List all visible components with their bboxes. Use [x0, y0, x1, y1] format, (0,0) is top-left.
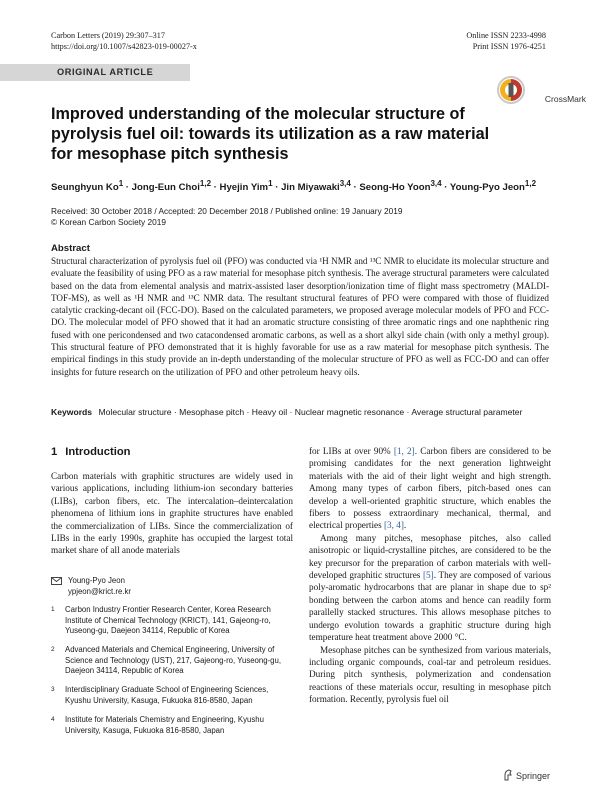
paragraph-text: . They are composed of various poly-aromatic hydrocarbons that are planar in shape due to sp² bonding between the carbon atoms and hence can readily form parallelly stacked structures. This allows mesophase pitches to undergo evolution towards a graphitic structure during high temperature heat treatment above 2000 °C. — [309, 570, 551, 643]
article-type-badge: ORIGINAL ARTICLE — [0, 64, 190, 81]
affiliation-item — [51, 605, 293, 637]
affiliation-text: Carbon Industry Frontier Research Center, Korea Research Institute of Chemical Technology (KRICT), 141, Gajeong-ro, Yuseong-gu, Daejeon 34114, Republic of Korea — [65, 605, 271, 635]
author-affiliation-mark: 1 — [118, 179, 124, 188]
correspondence-block — [51, 576, 293, 597]
intro-paragraph — [309, 445, 551, 532]
publication-dates — [51, 206, 402, 228]
author-affiliation-mark: 1 — [268, 179, 273, 188]
corresponding-author: Young-Pyo Jeon — [68, 576, 125, 585]
intro-paragraph: Carbon materials with graphitic structures are widely used in various applications, including lithium-ion secondary batteries (LIBs), carbon fibers, etc. The intercalation–deintercalation phenomena of lithium ions in graphite structures have enabled the commercialization of LIBs. Since the commercialization of LIBs in the early 1990s, graphite has occupied the largest total market share of all anode materials — [51, 471, 293, 556]
affiliation-text: Advanced Materials and Chemical Engineering, University of Science and Technology (UST), 217, Gajeong-ro, Yuseong-gu, Daejeon 34114, Republic of Korea — [65, 645, 281, 675]
keywords — [51, 407, 551, 418]
crossmark-label: CrossMark — [544, 94, 586, 104]
publisher-name: Springer — [515, 771, 550, 781]
author-name[interactable]: Jong-Eun Choi — [131, 182, 200, 194]
paragraph-text: . Carbon fibers are considered to be promising candidates for the next generation lightweight materials with the aid of their light weight and high strength. Among many types of carbon fibers, pitch-based ones can develop a well-oriented graphitic structure, which enables the fibers to possess extraordinary mechanical, thermal, and electrical properties — [309, 446, 551, 531]
envelope-icon — [51, 577, 62, 585]
running-header-left — [51, 30, 197, 52]
affiliation-number: 2 — [51, 646, 55, 653]
abstract-text: Structural characterization of pyrolysis fuel oil (PFO) was conducted via ¹H NMR and ¹³C NMR to elucidate its molecular structure and evaluate the feasibility of using PFO as a raw material for mesophase pitch synthesis. The average structural parameters were calculated based on the data from elemental analysis and matrix-assisted laser desorption/ionization time of flight mass spectrometry (MALDI-TOF-MS), as well as ¹H NMR and ¹³C NMR data. The resultant structural features of PFO were compared with those of fluidized catalytic cracking-decant oil (FCC-DO). Based on the calculated parameters, we proposed average molecular models of PFO and FCC-DO. The molecular model of PFO showed that it had an aromatic structure consisting of three aromatic rings and one naphthenic ring fused with one pericondensed and two catacondensed aromatic carbons, as well as a short alkyl side chain (with only a methyl group). This structural feature of PFO demonstrated that it is highly favorable for use as a raw material for mesophase pitch synthesis. The empirical findings in this study provide an in-depth understanding of the molecular structure of PFO as well as FCC-DO and can offer insights for future research on the utilization of PFO and other petroleum heavy oils. — [51, 256, 549, 377]
affiliation-number: 4 — [51, 716, 55, 723]
author-name[interactable]: Hyejin Yim — [219, 182, 269, 194]
doi-link[interactable]: https://doi.org/10.1007/s42823-019-00027-x — [51, 42, 197, 51]
author-list: Seunghyun $Ko^1$ · Jong-Eun Choi$^{1,2}$ · Hyejin Yim$^1$ · Jin Miyawaki$^{3,4}$ · Seong-Ho Yoon$^{3,4}$ · Young-Pyo Jeon$^{1,2}$ — [51, 179, 537, 194]
paragraph-text: Mesophase pitches can be synthesized from various materials, including organic compounds, coal-tar and petroleum residues. During pitch synthesis, polymerization and condensation reactions of these materials occur, resulting in mesophase pitch formation. Recently, pyrolysis fuel oil — [309, 644, 551, 705]
citation-link[interactable]: [5] — [423, 570, 434, 581]
running-header-right — [466, 30, 546, 52]
author-affiliation-mark: 1,2 — [199, 179, 212, 188]
section-number: 1 — [51, 446, 58, 458]
section-heading — [51, 446, 130, 458]
affiliation-item — [51, 645, 293, 677]
author-affiliation-mark: 3,4 — [430, 179, 442, 188]
author-name[interactable]: Seong-Ho Yoon — [359, 182, 431, 194]
affiliation-item — [51, 685, 293, 706]
abstract-heading: Abstract — [51, 243, 90, 254]
author-affiliation-mark: 3,4 — [339, 179, 351, 188]
paragraph-text: Among many pitches, mesophase pitches, also called anisotropic or liquid-crystalline pitches, are considered to be the key precursor for the preparation of carbon materials with well-developed graphitic structures — [309, 532, 551, 581]
author-affiliation-mark: 1,2 — [524, 179, 537, 188]
affiliation-number: 1 — [51, 606, 55, 613]
correspondence-email[interactable]: ypjeon@krict.re.kr — [68, 586, 131, 596]
citation-link[interactable]: [1, 2] — [393, 446, 415, 456]
copyright-line: © Korean Carbon Society 2019 — [51, 217, 166, 227]
keywords-label: Keywords — [51, 407, 93, 417]
affiliation-number: 3 — [51, 686, 55, 693]
affiliation-text: Institute for Materials Chemistry and Engineering, Kyushu University, Kasuga, Fukuoka 816-8580, Japan — [65, 715, 264, 735]
paragraph-text: for LIBs at over 90% — [309, 446, 394, 456]
intro-left-column — [51, 470, 293, 557]
section-title: Introduction — [65, 446, 131, 458]
affiliation-text: Interdisciplinary Graduate School of Engineering Sciences, Kyushu University, Kasuga, Fukuoka 816-8580, Japan — [65, 685, 269, 705]
issn-online: Online ISSN 2233-4998 — [466, 31, 546, 40]
history-line: Received: 30 October 2018 / Accepted: 20 December 2018 / Published online: 19 January 2019 — [51, 206, 403, 216]
springer-horse-icon — [503, 769, 513, 781]
affiliation-item — [51, 715, 293, 736]
author-name[interactable]: Jin Miyawaki — [281, 182, 340, 194]
article-title: Improved understanding of the molecular structure of pyrolysis fuel oil: towards its utilization as a raw material for mesophase pitch synthesis — [51, 105, 490, 163]
intro-paragraph — [309, 644, 551, 706]
journal-citation: Carbon Letters (2019) 29:307–317 — [51, 31, 165, 40]
author-name[interactable]: Seunghyun Ko — [51, 182, 119, 194]
paragraph-text: . — [403, 520, 407, 531]
author-name[interactable]: Young-Pyo Jeon — [449, 182, 525, 194]
crossmark-icon[interactable] — [495, 70, 575, 110]
citation-link[interactable]: [3, 4] — [384, 520, 404, 531]
publisher-footer — [503, 769, 550, 781]
intro-right-column — [309, 445, 551, 706]
keywords-list: Molecular structure · Mesophase pitch · Heavy oil · Nuclear magnetic resonance · Average structural parameter — [98, 407, 523, 417]
issn-print: Print ISSN 1976-4251 — [472, 42, 546, 51]
intro-paragraph — [309, 532, 551, 644]
